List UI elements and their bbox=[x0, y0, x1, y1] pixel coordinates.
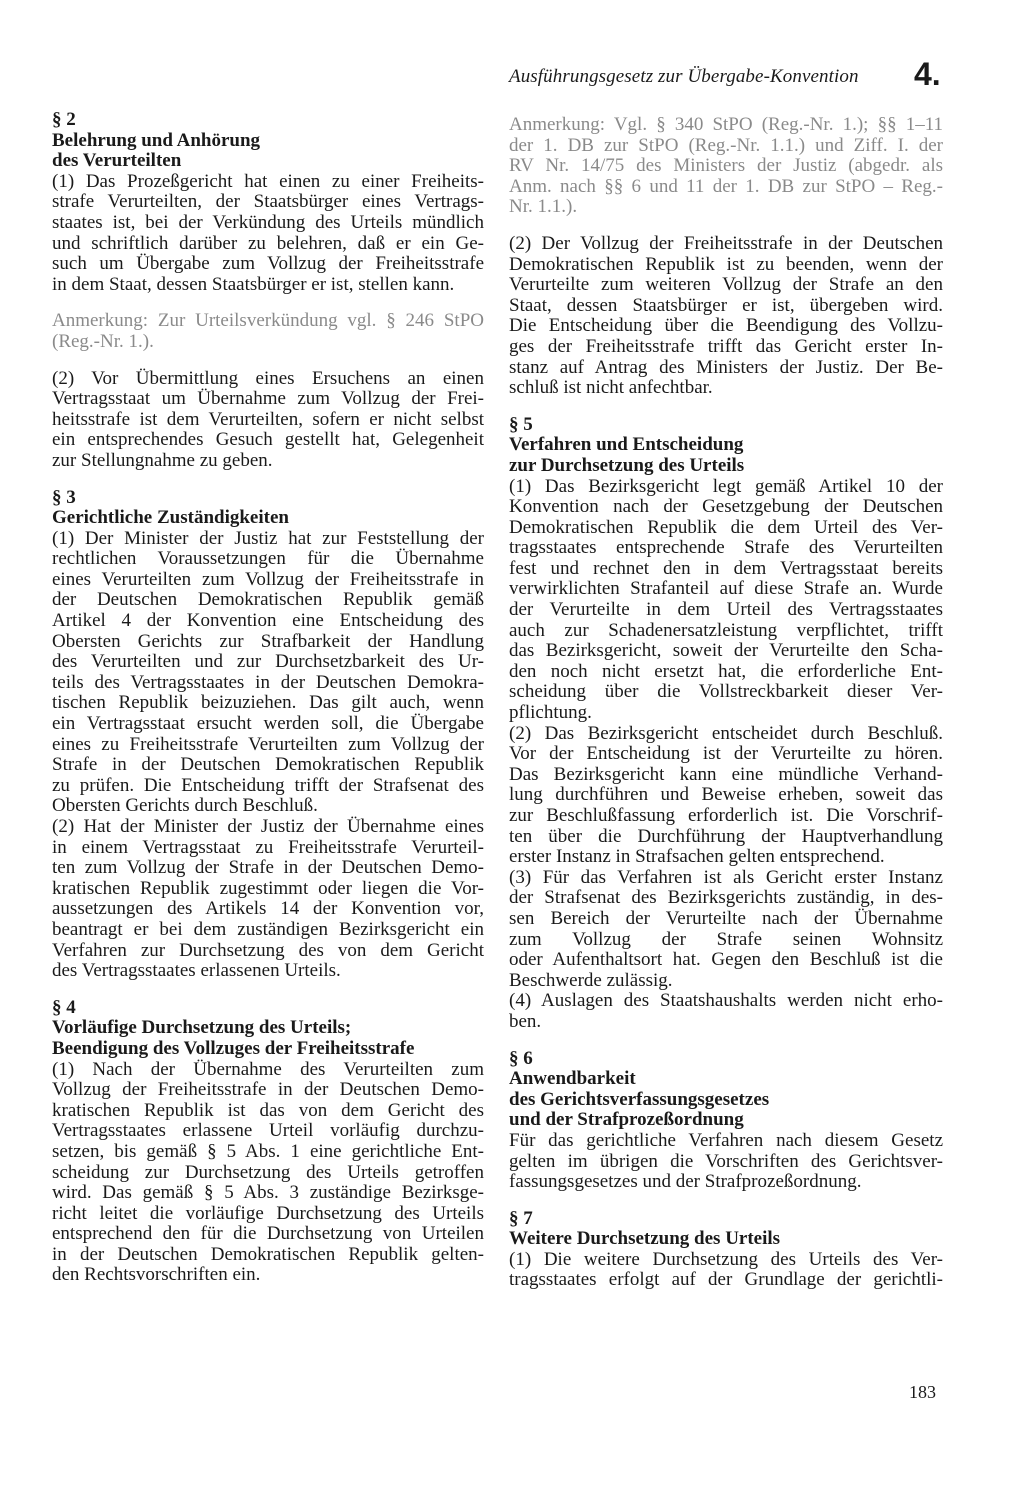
text-line: oder Aufenthaltsort hat. Gegen den Beschluß ist die bbox=[509, 949, 943, 971]
text-line: Verurteilte zum weiteren Vollzug der Strafe an den bbox=[509, 274, 943, 296]
text-line: ben. bbox=[509, 1010, 542, 1032]
text-line: wird. Das gemäß § 5 Abs. 3 zuständige Bezirksge- bbox=[52, 1182, 484, 1204]
text-line: Konvention nach der Gesetzgebung der Deutschen bbox=[509, 496, 943, 518]
section-number: § 6 bbox=[509, 1047, 533, 1069]
text-line: Obersten Gerichts durch Beschluß. bbox=[52, 795, 318, 817]
text-line: setzen, bis gemäß § 5 Abs. 1 eine gerichtliche Ent- bbox=[52, 1140, 484, 1162]
text-line: strafe Verurteilten, der Staatsbürger eines Vertrags- bbox=[52, 191, 484, 213]
text-line: in der Deutschen Demokratischen Republik gelten- bbox=[52, 1243, 484, 1265]
paragraph bbox=[52, 817, 484, 982]
text-line: Verfahren zur Durchsetzung des von dem Gericht bbox=[52, 939, 484, 961]
note-line: Anmerkung: Zur Urteilsverkündung vgl. § 246 StPO bbox=[52, 310, 484, 332]
text-line: Obersten Gerichts zur Strafbarkeit der Handlung bbox=[52, 630, 484, 652]
text-line: fest und rechnet den in dem Vertragsstaat bereits bbox=[509, 557, 943, 579]
text-line: pflichtung. bbox=[509, 702, 592, 724]
text-line: kratischen Republik zugestimmt oder liegen die Vor- bbox=[52, 877, 484, 899]
text-line: beantragt er bei dem zuständigen Bezirksgericht ein bbox=[52, 918, 484, 940]
text-line: ten zum Vollzug der Strafe in der Deutschen Demo- bbox=[52, 857, 484, 879]
text-line: such um Übergabe zum Vollzug der Freiheitsstrafe bbox=[52, 253, 484, 275]
right-column bbox=[509, 115, 943, 1291]
paragraph bbox=[509, 477, 943, 724]
section-5 bbox=[509, 415, 943, 1033]
text-line: Strafe in der Deutschen Demokratischen Republik bbox=[52, 754, 484, 776]
text-line: des Vertragsstaates erlassenen Urteils. bbox=[52, 960, 341, 982]
paragraph bbox=[509, 1250, 943, 1291]
annotation-note bbox=[52, 311, 484, 352]
text-line: Demokratischen Republik ist zu beenden, wenn der bbox=[509, 253, 943, 275]
text-line: (1) Nach der Übernahme des Verurteilten zum bbox=[52, 1058, 484, 1080]
paragraph bbox=[509, 868, 943, 992]
text-line: Für das gerichtliche Verfahren nach diesem Gesetz bbox=[509, 1129, 943, 1151]
heading-line: Verfahren und Entscheidung bbox=[509, 434, 744, 456]
text-line: lung durchführen und Beweise erheben, soweit das bbox=[509, 784, 943, 806]
text-line: Vertragsstaat um Übernahme zum Vollzug der Frei- bbox=[52, 388, 484, 410]
text-line: heitsstrafe ist dem Verurteilten, sofern er nicht selbst bbox=[52, 408, 484, 430]
text-line: tischen Republik beizuziehen. Das gilt auch, wenn bbox=[52, 692, 484, 714]
text-line: Beschwerde zulässig. bbox=[509, 969, 673, 991]
text-line: ges der Freiheitsstrafe trifft das Gericht erster In- bbox=[509, 335, 943, 357]
paragraph bbox=[509, 991, 943, 1032]
text-line: tragsstaates entsprechende Strafe des Verurteilten bbox=[509, 537, 943, 559]
note-line: Nr. 1.1.). bbox=[509, 196, 578, 218]
text-line: fassungsgesetzes und der Strafprozeßordnung. bbox=[509, 1171, 862, 1193]
paragraph bbox=[509, 724, 943, 868]
heading-line: Belehrung und Anhörung bbox=[52, 129, 261, 151]
section-heading bbox=[509, 1229, 943, 1250]
text-line: (2) Vor Übermittlung eines Ersuchens an einen bbox=[52, 367, 484, 389]
text-line: (1) Das Bezirksgericht legt gemäß Artikel 10 der bbox=[509, 475, 943, 497]
note-line: der 1. DB zur StPO (Reg.-Nr. 1.1.) und Ziff. I. der bbox=[509, 134, 943, 156]
text-line: staates ist, bei der Verkündung des Urteils mündlich bbox=[52, 211, 484, 233]
text-line: der Deutschen Demokratischen Republik gemäß bbox=[52, 589, 484, 611]
section-number: § 4 bbox=[52, 996, 76, 1018]
section-number: § 3 bbox=[52, 486, 76, 508]
heading-line: Vorläufige Durchsetzung des Urteils; bbox=[52, 1017, 352, 1039]
text-line: rechtlichen Voraussetzungen für die Übernahme bbox=[52, 548, 484, 570]
paragraph bbox=[509, 1131, 943, 1193]
text-line: (1) Die weitere Durchsetzung des Urteils des Ver- bbox=[509, 1248, 943, 1270]
heading-line: Gerichtliche Zuständigkeiten bbox=[52, 507, 289, 529]
page-number: 183 bbox=[909, 1382, 936, 1402]
text-line: (2) Der Vollzug der Freiheitsstrafe in der Deutschen bbox=[509, 232, 943, 254]
text-line: Demokratischen Republik die dem Urteil des Ver- bbox=[509, 516, 943, 538]
text-line: Vollzug der Freiheitsstrafe in der Deutschen Demo- bbox=[52, 1079, 484, 1101]
heading-line: Beendigung des Vollzuges der Freiheitsstrafe bbox=[52, 1037, 415, 1059]
section-3 bbox=[52, 488, 484, 982]
text-line: den Rechtsvorschriften ein. bbox=[52, 1264, 261, 1286]
note-line: Anm. nach §§ 6 und 11 der 1. DB zur StPO – Reg.- bbox=[509, 175, 943, 197]
text-line: den noch nicht ersetzt hat, die erforderliche Ent- bbox=[509, 660, 943, 682]
text-line: Staat, dessen Staatsbürger er ist, übergeben wird. bbox=[509, 294, 943, 316]
text-line: in dem Staat, dessen Staatsbürger er ist, stellen kann. bbox=[52, 273, 455, 295]
section-number: § 5 bbox=[509, 413, 533, 435]
text-line: ten über die Durchführung der Hauptverhandlung bbox=[509, 825, 943, 847]
text-line: ein Vertragsstaat ersucht werden soll, die Übergabe bbox=[52, 713, 484, 735]
heading-line: des Verurteilten bbox=[52, 150, 182, 172]
text-line: stanz auf Antrag des Ministers der Justiz. Der Be- bbox=[509, 356, 943, 378]
text-line: Die Entscheidung über die Beendigung des Vollzu- bbox=[509, 315, 943, 337]
text-line: scheidung zur Durchsetzung des Urteils getroffen bbox=[52, 1161, 484, 1183]
text-line: aussetzungen des Artikels 14 der Konvention vor, bbox=[52, 898, 484, 920]
text-line: (2) Das Bezirksgericht entscheidet durch Beschluß. bbox=[509, 722, 943, 744]
section-heading bbox=[52, 1018, 484, 1059]
note-line: RV Nr. 14/75 des Ministers der Justiz (abgedr. als bbox=[509, 155, 943, 177]
section-heading bbox=[509, 435, 943, 476]
text-line: (2) Hat der Minister der Justiz der Übernahme eines bbox=[52, 816, 484, 837]
paragraph bbox=[52, 369, 484, 472]
section-7 bbox=[509, 1209, 943, 1291]
paragraph bbox=[52, 1060, 484, 1287]
text-line: des Verurteilten und zur Durchsetzbarkeit des Ur- bbox=[52, 651, 484, 673]
heading-line: zur Durchsetzung des Urteils bbox=[509, 454, 745, 476]
text-line: der Verurteilte in dem Urteil des Vertragsstaates bbox=[509, 599, 943, 621]
section-number: § 7 bbox=[509, 1207, 533, 1229]
text-line: das Bezirksgericht, soweit der Verurteilte den Scha- bbox=[509, 640, 943, 662]
text-line: schluß ist nicht anfechtbar. bbox=[509, 377, 713, 399]
text-line: ein entsprechendes Gesuch gestellt hat, Gelegenheit bbox=[52, 429, 484, 451]
text-line: eines zu Freiheitsstrafe Verurteilten zum Vollzug der bbox=[52, 733, 484, 755]
section-heading bbox=[52, 131, 484, 172]
section-heading bbox=[509, 1069, 943, 1131]
section-2 bbox=[52, 110, 484, 472]
text-line: in einem Vertragsstaat zu Freiheitsstrafe Verurteil- bbox=[52, 836, 484, 858]
text-line: kratischen Republik ist das von dem Gericht des bbox=[52, 1099, 484, 1121]
annotation-note bbox=[509, 115, 943, 218]
text-line: eines Verurteilten zum Vollzug der Freiheitsstrafe in bbox=[52, 568, 484, 590]
text-line: scheidung über die Vollstreckbarkeit dieser Ver- bbox=[509, 681, 943, 703]
text-line: (1) Das Prozeßgericht hat einen zu einer Freiheits- bbox=[52, 170, 484, 192]
text-line: teils des Vertragsstaates in der Deutschen Demokra- bbox=[52, 671, 484, 693]
text-line: und schriftlich darüber zu belehren, daß er ein Ge- bbox=[52, 232, 484, 254]
paragraph bbox=[509, 234, 943, 399]
text-line: richt leitet die vorläufige Durchsetzung des Urteils bbox=[52, 1202, 484, 1224]
text-line: zu prüfen. Die Entscheidung trifft der Strafsenat des bbox=[52, 774, 484, 796]
text-line: Vor der Entscheidung ist der Verurteilte zu hören. bbox=[509, 743, 943, 765]
text-line: Das Bezirksgericht kann eine mündliche Verhand- bbox=[509, 763, 943, 785]
text-line: auch zur Schadenersatzleistung verpflichtet, trifft bbox=[509, 619, 943, 641]
paragraph bbox=[52, 172, 484, 296]
text-line: gelten im übrigen die Vorschriften des Gerichtsver- bbox=[509, 1150, 943, 1172]
section-6 bbox=[509, 1049, 943, 1193]
running-header-title: Ausführungsgesetz zur Übergabe-Konvention bbox=[509, 66, 859, 87]
note-line: (Reg.-Nr. 1.). bbox=[52, 330, 154, 352]
text-line: zur Stellungnahme zu geben. bbox=[52, 449, 273, 471]
text-line: Artikel 4 der Konvention eine Entscheidung des bbox=[52, 610, 484, 632]
text-line: zum Vollzug der Strafe seinen Wohnsitz bbox=[509, 928, 943, 950]
section-4 bbox=[52, 998, 484, 1286]
text-line: sen Bereich der Verurteilte nach der Übernahme bbox=[509, 907, 943, 929]
text-line: (3) Für das Verfahren ist als Gericht erster Instanz bbox=[509, 866, 943, 888]
text-line: (4) Auslagen des Staatshaushalts werden nicht erho- bbox=[509, 990, 943, 1012]
text-line: Vertragsstaates erlassene Urteil vorläufig durchzu- bbox=[52, 1120, 484, 1142]
text-line: tragsstaates erfolgt auf der Grundlage der gerichtli- bbox=[509, 1269, 943, 1291]
section-heading bbox=[52, 508, 484, 529]
paragraph bbox=[52, 529, 484, 817]
text-line: entsprechend den für die Durchsetzung von Urteilen bbox=[52, 1223, 484, 1245]
section-number: § 2 bbox=[52, 109, 76, 130]
note-line: Anmerkung: Vgl. § 340 StPO (Reg.-Nr. 1.); §§ 1–11 bbox=[509, 114, 943, 135]
heading-line: des Gerichtsverfassungsgesetzes bbox=[509, 1088, 770, 1110]
text-line: der Strafsenat des Bezirksgerichts zuständig, in des- bbox=[509, 887, 943, 909]
heading-line: und der Strafprozeßordnung bbox=[509, 1109, 744, 1131]
left-column bbox=[52, 110, 484, 1286]
text-line: verwirklichten Strafanteil auf diese Strafe an. Wurde bbox=[509, 578, 943, 600]
text-line: erster Instanz in Strafsachen gelten entsprechend. bbox=[509, 846, 885, 868]
heading-line: Anwendbarkeit bbox=[509, 1068, 636, 1090]
text-line: zur Beschlußfassung erforderlich ist. Die Vorschrif- bbox=[509, 805, 943, 826]
heading-line: Weitere Durchsetzung des Urteils bbox=[509, 1228, 781, 1250]
text-line: (1) Der Minister der Justiz hat zur Feststellung der bbox=[52, 527, 484, 549]
chapter-number: 4. bbox=[914, 56, 941, 92]
